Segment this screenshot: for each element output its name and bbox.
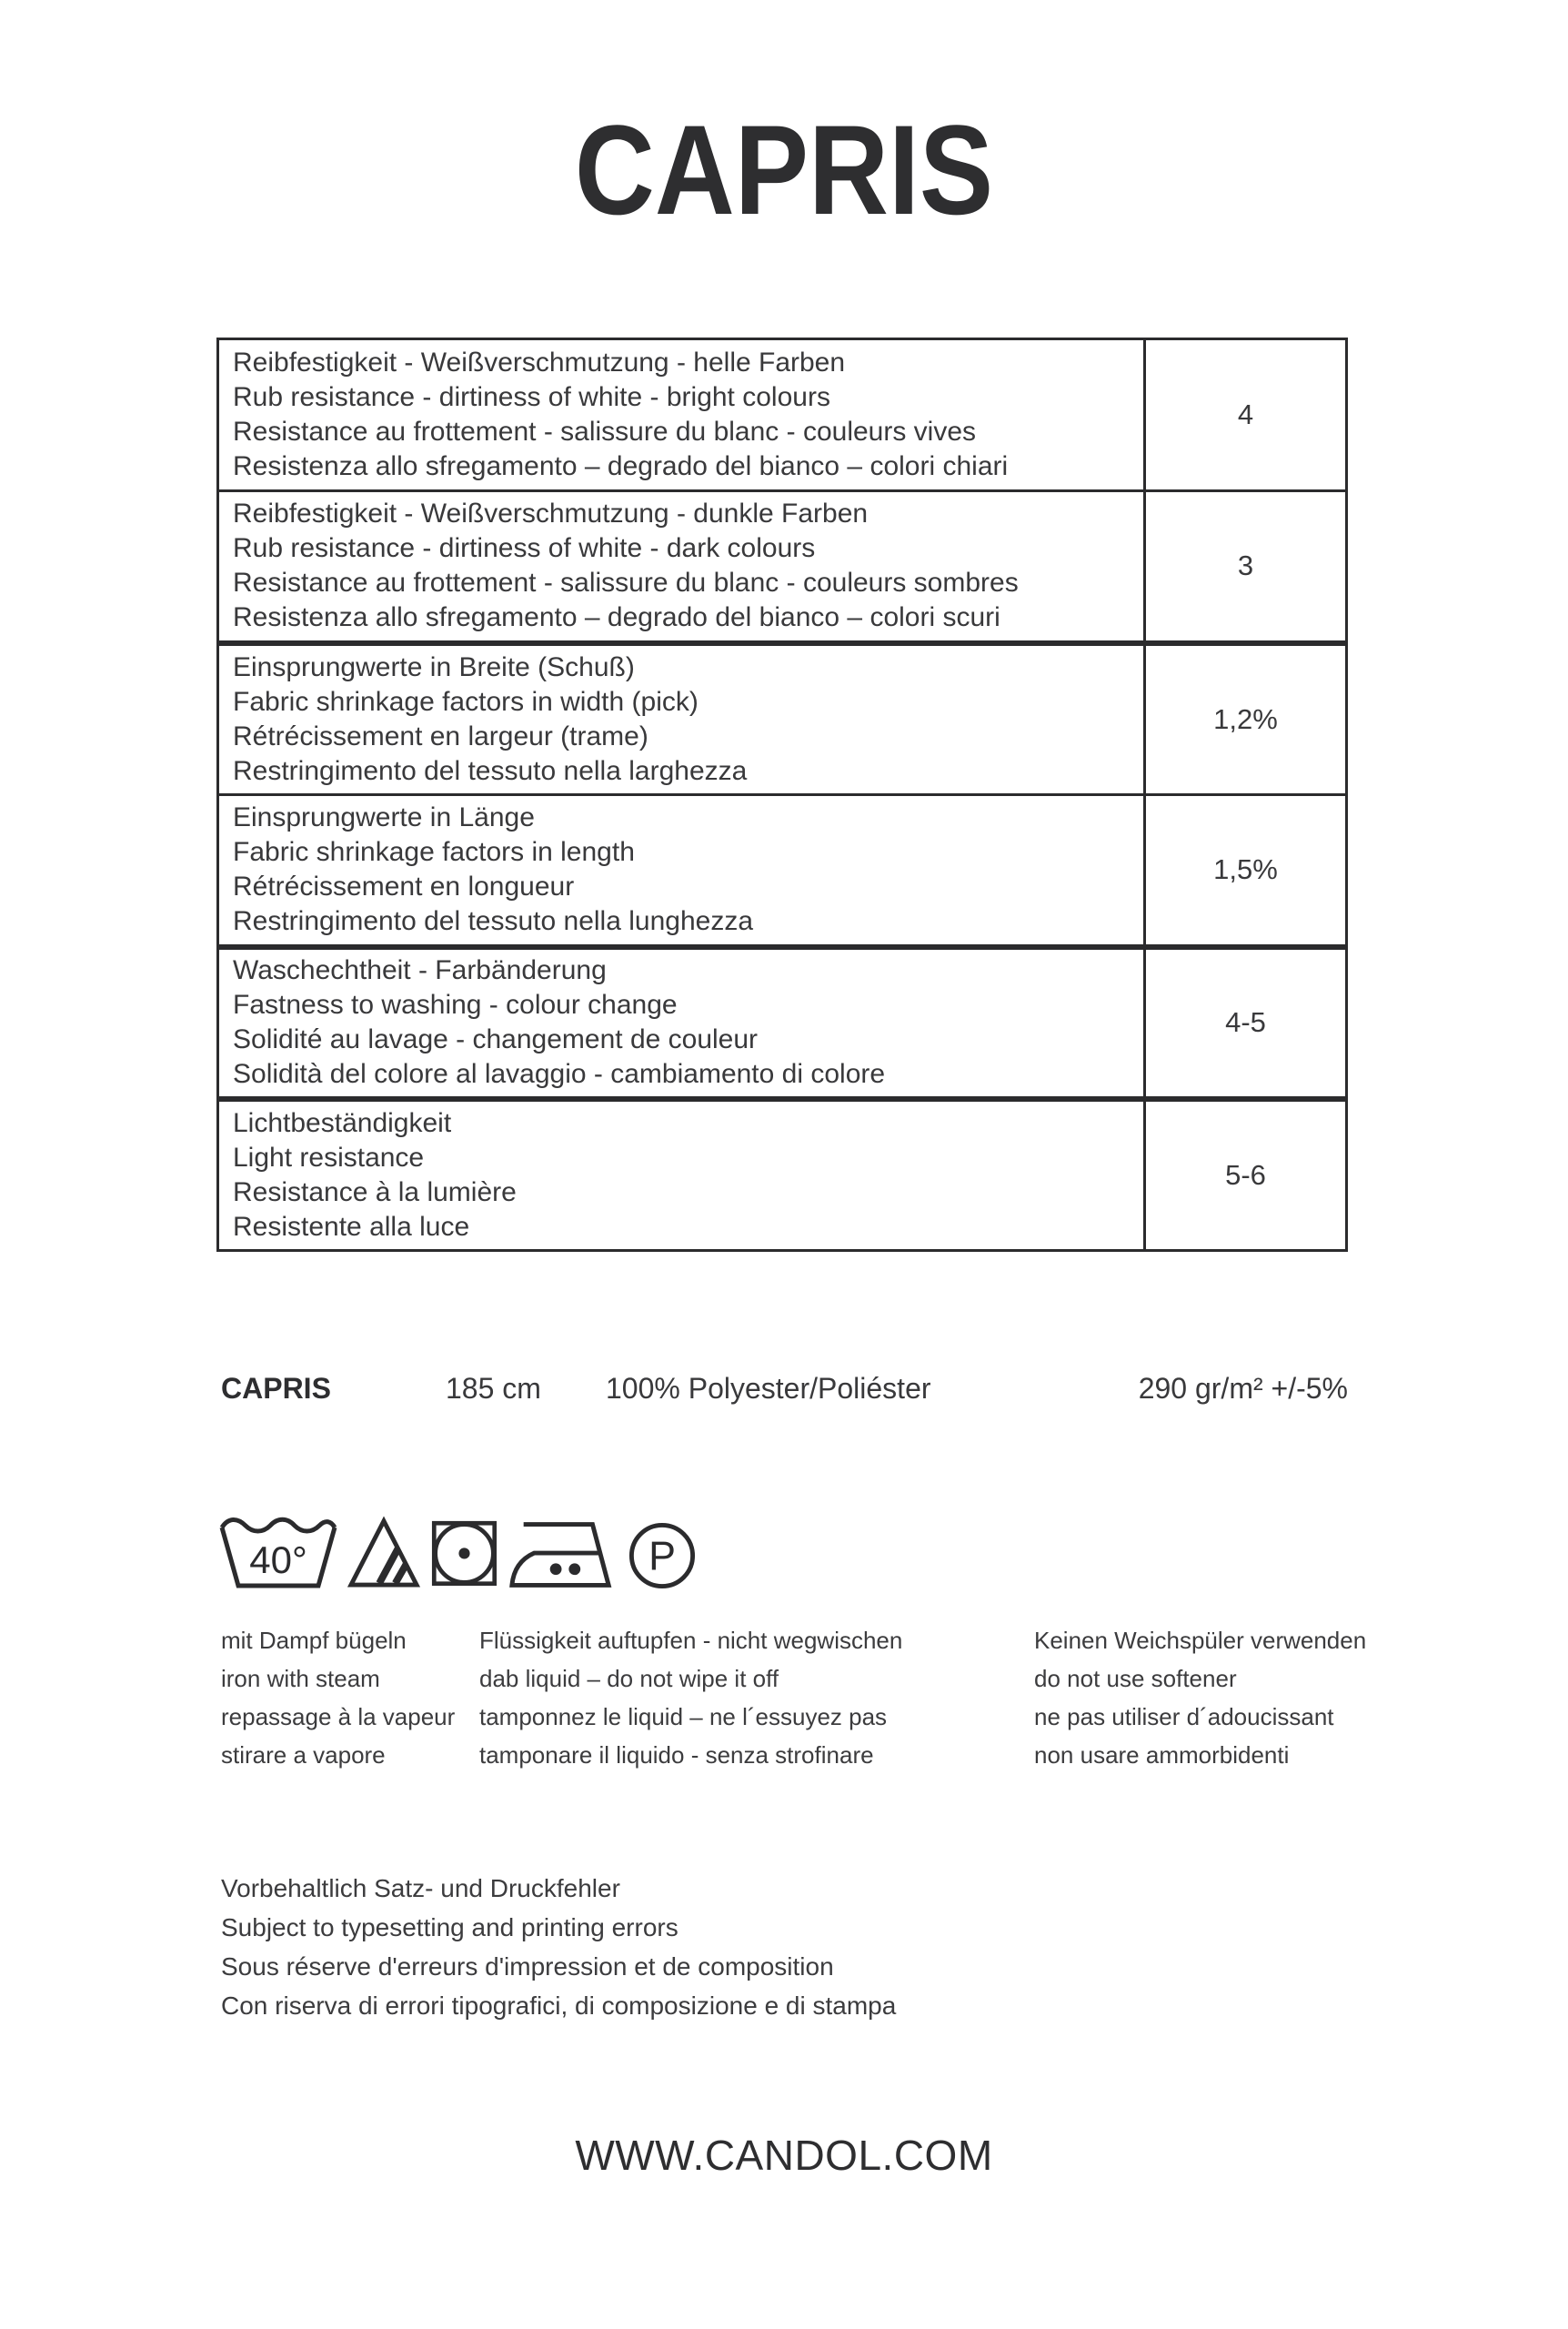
- spec-line-en: Rub resistance - dirtiness of white - bright colours: [233, 382, 830, 412]
- spec-description-cell: [218, 339, 1145, 491]
- care-symbols: [218, 1514, 696, 1590]
- footer-url: WWW.CANDOL.COM: [575, 2132, 993, 2179]
- spec-line-it: Resistenza allo sfregamento – degrado del bianco – colori chiari: [233, 451, 1009, 481]
- disclaimer-line-de: Vorbehaltlich Satz- und Druckfehler: [221, 1874, 620, 1902]
- spec-description-cell: [218, 795, 1145, 947]
- spec-line-en: Fastness to washing - colour change: [233, 990, 678, 1020]
- care-note-softener: [1034, 1621, 1366, 1774]
- spec-line-de: Reibfestigkeit - Weißverschmutzung - helle Farben: [233, 348, 846, 378]
- spec-line-it: Solidità del colore al lavaggio - cambiamento di colore: [233, 1059, 886, 1089]
- spec-line-de: Reibfestigkeit - Weißverschmutzung - dunkle Farben: [233, 499, 869, 529]
- product-name: CAPRIS: [221, 1372, 331, 1405]
- disclaimer-line-en: Subject to typesetting and printing errors: [221, 1913, 678, 1941]
- disclaimer: [221, 1869, 896, 2025]
- spec-table: [216, 338, 1348, 1252]
- care-note-liquid: [479, 1621, 902, 1774]
- spec-line-it: Restringimento del tessuto nella larghezza: [233, 755, 748, 786]
- product-width: 185 cm: [446, 1372, 541, 1405]
- spec-line-fr: Resistance au frottement - salissure du blanc - couleurs sombres: [233, 568, 1019, 599]
- spec-line-en: Rub resistance - dirtiness of white - dark colours: [233, 533, 816, 564]
- table-row: [218, 947, 1347, 1099]
- product-info-row: [216, 1370, 1348, 1410]
- spec-line-en: Fabric shrinkage factors in width (pick): [233, 686, 699, 717]
- spec-line-en: Fabric shrinkage factors in length: [233, 837, 635, 868]
- spec-line-fr: Rétrécissement en longueur: [233, 872, 575, 902]
- spec-line-it: Resistente alla luce: [233, 1211, 470, 1242]
- care-note-line-it: non usare ammorbidenti: [1034, 1741, 1290, 1769]
- product-weight: 290 gr/m² +/-5%: [1138, 1372, 1348, 1405]
- disclaimer-line-it: Con riserva di errori tipografici, di composizione e di stampa: [221, 1991, 897, 2020]
- spec-line-fr: Resistance au frottement - salissure du blanc - couleurs vives: [233, 417, 977, 447]
- care-note-line-en: dab liquid – do not wipe it off: [479, 1665, 779, 1692]
- care-note-line-en: iron with steam: [221, 1665, 380, 1692]
- spec-description-cell: [218, 643, 1145, 795]
- spec-line-en: Light resistance: [233, 1142, 425, 1173]
- spec-line-fr: Rétrécissement en largeur (trame): [233, 721, 648, 751]
- table-row: [218, 795, 1347, 947]
- table-row: [218, 491, 1347, 643]
- table-row: [218, 339, 1347, 491]
- spec-value-cell: 5-6: [1145, 1099, 1347, 1251]
- bleach-non-chlorine-icon: [347, 1516, 420, 1590]
- spec-line-de: Lichtbeständigkeit: [233, 1107, 452, 1138]
- spec-value-cell: 4: [1145, 339, 1347, 491]
- spec-line-it: Resistenza allo sfregamento – degrado del bianco – colori scuri: [233, 602, 1000, 633]
- spec-line-fr: Solidité au lavage - changement de couleur: [233, 1024, 759, 1054]
- spec-value-cell: 1,5%: [1145, 795, 1347, 947]
- care-note-line-fr: ne pas utiliser d´adoucissant: [1034, 1703, 1334, 1730]
- disclaimer-line-fr: Sous réserve d'erreurs d'impression et de composition: [221, 1952, 834, 1981]
- care-note-line-de: Keinen Weichspüler verwenden: [1034, 1627, 1367, 1654]
- spec-line-de: Einsprungwerte in Länge: [233, 802, 535, 833]
- spec-line-fr: Resistance à la lumière: [233, 1176, 517, 1207]
- spec-value-cell: 3: [1145, 491, 1347, 643]
- spec-line-it: Restringimento del tessuto nella lunghezza: [233, 906, 754, 937]
- dry-clean-code-label: P: [648, 1533, 676, 1579]
- spec-line-de: Waschechtheit - Farbänderung: [233, 955, 607, 985]
- care-note-line-en: do not use softener: [1034, 1665, 1237, 1692]
- tumble-dry-low-icon: [431, 1516, 498, 1590]
- page-title: CAPRIS: [574, 98, 994, 241]
- iron-medium-icon: [505, 1519, 619, 1590]
- spec-line-de: Einsprungwerte in Breite (Schuß): [233, 651, 635, 682]
- spec-value-cell: 4-5: [1145, 947, 1347, 1099]
- spec-description-cell: [218, 1099, 1145, 1251]
- table-row: [218, 643, 1347, 795]
- spec-value-cell: 1,2%: [1145, 643, 1347, 795]
- product-composition: 100% Polyester/Poliéster: [606, 1372, 931, 1405]
- care-note-line-it: stirare a vapore: [221, 1741, 386, 1769]
- care-note-line-fr: tamponnez le liquid – ne l´essuyez pas: [479, 1703, 888, 1730]
- care-note-line-de: Flüssigkeit auftupfen - nicht wegwischen: [479, 1627, 903, 1654]
- dry-clean-p-icon: [628, 1521, 696, 1590]
- table-row: [218, 1099, 1347, 1251]
- care-note-ironing: [221, 1621, 455, 1774]
- wash-temperature-label: 40°: [249, 1538, 307, 1581]
- care-note-line-it: tamponare il liquido - senza strofinare: [479, 1741, 874, 1769]
- spec-description-cell: [218, 947, 1145, 1099]
- wash-40-icon: [218, 1514, 338, 1590]
- care-note-line-de: mit Dampf bügeln: [221, 1627, 407, 1654]
- spec-description-cell: [218, 491, 1145, 643]
- care-note-line-fr: repassage à la vapeur: [221, 1703, 456, 1730]
